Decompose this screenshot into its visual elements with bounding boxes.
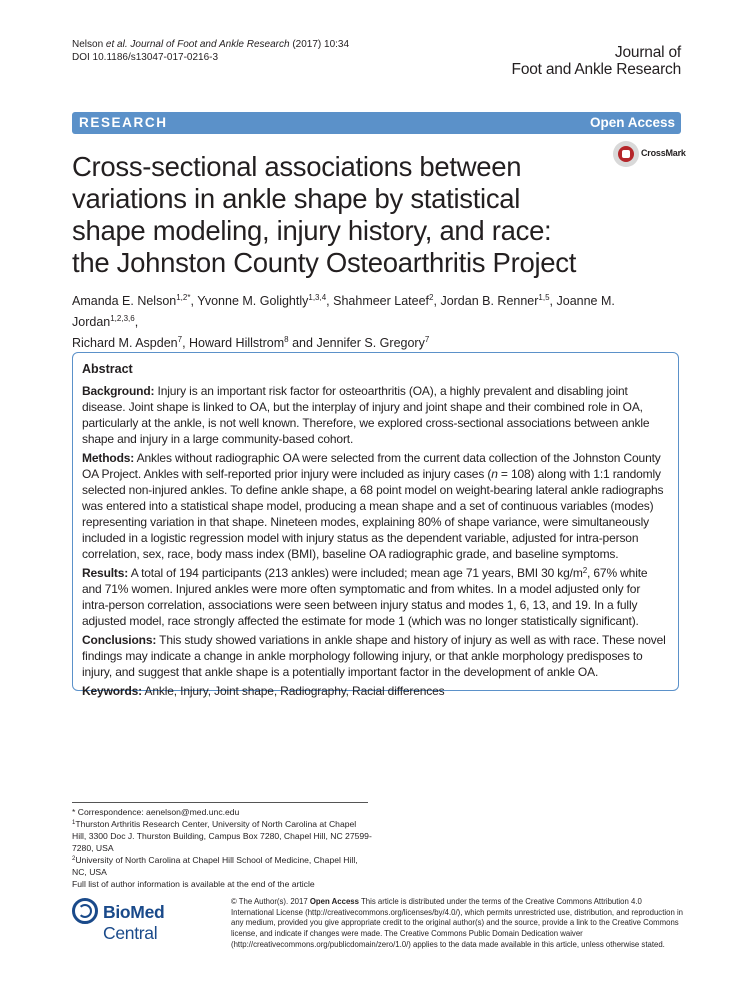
- citation-volume: (2017) 10:34: [292, 39, 350, 50]
- author-joiner: and: [292, 336, 313, 350]
- footnotes: [72, 806, 372, 890]
- journal-name-line2: Foot and Ankle Research: [511, 61, 681, 78]
- author[interactable]: Richard M. Aspden$^7$: [72, 335, 183, 350]
- footnote-divider: [72, 802, 368, 803]
- citation-author: Nelson: [72, 39, 104, 50]
- publisher-name: BioMed Central: [103, 902, 165, 943]
- correspondence[interactable]: * Correspondence: aenelson@med.unc.edu: [72, 807, 240, 817]
- abstract-results: Results: A total of 194 participants (213 ankles) were included; mean age 71 years, BMI 30 $kg/m^2$, 67% white and 71% women. Injured ankles were more often symptomatic and from whites. In a model adjusted only for intra-person correlation, associations were seen between injury status and modes 1, 6, 13, and 19. In a fully adjusted model, race strongly affected the estimate for mode 1 (which was no longer statistically significant).: [82, 566, 648, 628]
- author[interactable]: Howard Hillstrom$^8$: [189, 335, 289, 350]
- crossmark-icon: [613, 141, 639, 167]
- abstract-background: Background: Injury is an important risk factor for osteoarthritis (OA), a highly prevalent and disabling joint disease. Joint shape is linked to OA, but the interplay of injury and joint shape and their combined role in OA, particularly at the ankle, is not well known. Therefore, we explored cross-sectional associations between ankle shape and injury in a large community-based cohort.: [82, 384, 650, 446]
- article-type-banner: [72, 112, 681, 134]
- doi[interactable]: DOI 10.1186/s13047-017-0216-3: [72, 52, 219, 63]
- crossmark-badge[interactable]: [613, 141, 686, 171]
- author-info-note: Full list of author information is available at the end of the article: [72, 879, 315, 889]
- biomed-central-logo[interactable]: [72, 896, 222, 943]
- abstract-keywords: Keywords: Ankle, Injury, Joint shape, Radiography, Racial differences: [82, 684, 445, 698]
- article-type-label: RESEARCH: [79, 115, 168, 130]
- license-statement: © The Author(s). 2017 Open Access This article is distributed under the terms of the Creative Commons Attribution 4.0 International License (http://creativecommons.org/licenses/by/4.0/), which permits unrestricted use, distribution, and reproduction in any medium, provided you give appropriate credit to the original author(s) and the source, provide a link to the Creative Commons license, and indicate if changes were made. The Creative Commons Public Domain Dedication waiver (http://creativecommons.org/publicdomain/zero/1.0/) applies to the data made available in this article, unless otherwise stated.: [231, 897, 684, 949]
- crossmark-label: CrossMark: [641, 148, 686, 158]
- citation-header: [72, 38, 349, 64]
- citation-journal: Journal of Foot and Ankle Research: [130, 39, 290, 50]
- open-access-label: Open Access: [589, 115, 675, 130]
- title-line: variations in ankle shape by statistical: [72, 183, 521, 214]
- affiliation-1: $^1$Thurston Arthritis Research Center, University of North Carolina at Chapel Hill, 3300 Doc J. Thurston Building, Campus Box 7280, Chapel Hill, NC 27599-7280, USA: [72, 819, 372, 853]
- title-line: shape modeling, injury history, and race:: [72, 215, 552, 246]
- title-line: Cross-sectional associations between: [72, 151, 522, 182]
- journal-name: [512, 44, 681, 78]
- abstract-methods: Methods: Ankles without radiographic OA were selected from the current data collection of the Johnston County OA Project. Ankles with self-reported prior injury were included as injury cases (n = 108) along with 1:1 randomly selected non-injured ankles. To define ankle shape, a 68 point model on weight-bearing lateral ankle radiographs was entered into a statistical shape model, producing a mean shape and a set of continuous variables (modes) representing variation in that shape. Nineteen modes, explaining 80% of shape variance, were simultaneously included in a logistic regression model with injury status as the dependent variable, adjusted for intra-person correlation, sex, race, body mass index (BMI), baseline OA radiographic grade, and baseline symptoms.: [82, 451, 664, 561]
- abstract-conclusions: Conclusions: This study showed variations in ankle shape and history of injury as well as with race. These novel findings may indicate a change in ankle morphology following injury, or that ankle morphology predisposes to injury, and suggest that ankle shape is a potentially important factor in the development of ankle OA.: [82, 633, 666, 679]
- journal-name-line1: Journal of: [614, 44, 681, 61]
- author[interactable]: Shahmeer Lateef$^2$: [333, 293, 434, 308]
- author-list: Amanda E. Nelson$^{1,2*}$, Yvonne M. Golightly$^{1,3,4}$, Shahmeer Lateef$^2$, Jordan B. Renner$^{1,5}$, Joanne M. Jordan$^{1,2,3,6}$, Richard M. Aspden$^7$, Howard Hillstrom$^8$ and Jennifer S. Gregory$^7$: [72, 293, 615, 350]
- article-title: [72, 151, 612, 279]
- author[interactable]: Jennifer S. Gregory$^7$: [316, 335, 430, 350]
- abstract-box: [72, 352, 679, 698]
- affiliation-2: $^2$University of North Carolina at Chapel Hill School of Medicine, Chapel Hill, NC, USA: [72, 855, 358, 877]
- citation-line: [72, 38, 349, 51]
- citation-etal: et al.: [105, 39, 128, 50]
- author[interactable]: Amanda E. Nelson$^{1,2*}$: [72, 293, 191, 308]
- author[interactable]: Jordan B. Renner$^{1,5}$: [440, 293, 550, 308]
- title-line: the Johnston County Osteoarthritis Project: [72, 247, 577, 278]
- author[interactable]: Joanne M. Jordan$^{1,2,3,6}$: [72, 294, 615, 329]
- author[interactable]: Yvonne M. Golightly$^{1,3,4}$: [197, 293, 327, 308]
- abstract-heading: Abstract: [82, 362, 133, 376]
